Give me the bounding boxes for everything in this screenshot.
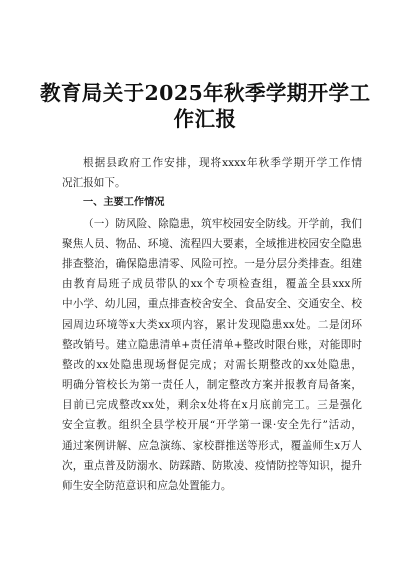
- paragraph-line: 整改销号。建立隐患清单+责任清单+整改时限台账，对能即时: [62, 338, 362, 351]
- paragraph-line: 通过案例讲解、应急演练、家校群推送等形式，覆盖师生x万人: [62, 439, 362, 452]
- paragraph-line: 聚焦人员、物品、环境、流程四大要素，全域推进校园安全隐患: [62, 237, 362, 250]
- paragraph-line: 中小学、幼儿园，重点排查校舍安全、食品安全、交通安全、校: [62, 298, 362, 311]
- paragraph-line: 由教育局班子成员带队的xx个专项检查组，覆盖全县xxx所: [62, 278, 362, 291]
- document-title: [40, 80, 370, 132]
- intro-line-2: 况汇报如下。: [62, 177, 126, 190]
- paragraph-line: （一）防风险、除隐患，筑牢校园安全防线。开学前，我们: [83, 217, 362, 230]
- title-line-1: 教育局关于2025年秋季学期开学工: [40, 81, 371, 105]
- paragraph-line: 次，重点普及防溺水、防踩踏、防欺凌、疫情防控等知识，提升: [62, 459, 362, 472]
- paragraph-line: 明确分管校长为第一责任人，制定整改方案并报教育局备案，: [62, 379, 362, 392]
- title-line-2: 作汇报: [173, 107, 237, 131]
- paragraph-line: 整改的xx处隐患现场督促完成；对需长期整改的xx处隐患，: [62, 358, 362, 371]
- paragraph-line: 排查整治，确保隐患清零、风险可控。一是分层分类排查。组建: [62, 257, 362, 270]
- paragraph-line: 目前已完成整改xx处，剩余x处将在x月底前完工。三是强化: [62, 399, 362, 412]
- section-heading: 一、主要工作情况: [83, 197, 165, 209]
- paragraph-line: 安全宣教。组织全县学校开展“开学第一课·安全先行”活动，: [62, 419, 362, 432]
- paragraph-line: 师生安全防范意识和应急处置能力。: [62, 480, 232, 492]
- document-body: [62, 153, 362, 496]
- intro-line-1: 根据县政府工作安排，现将xxxx年秋季学期开学工作情: [83, 157, 362, 169]
- paragraph-line: 园周边环境等x大类xx项内容，累计发现隐患xx处。二是闭环: [62, 318, 362, 331]
